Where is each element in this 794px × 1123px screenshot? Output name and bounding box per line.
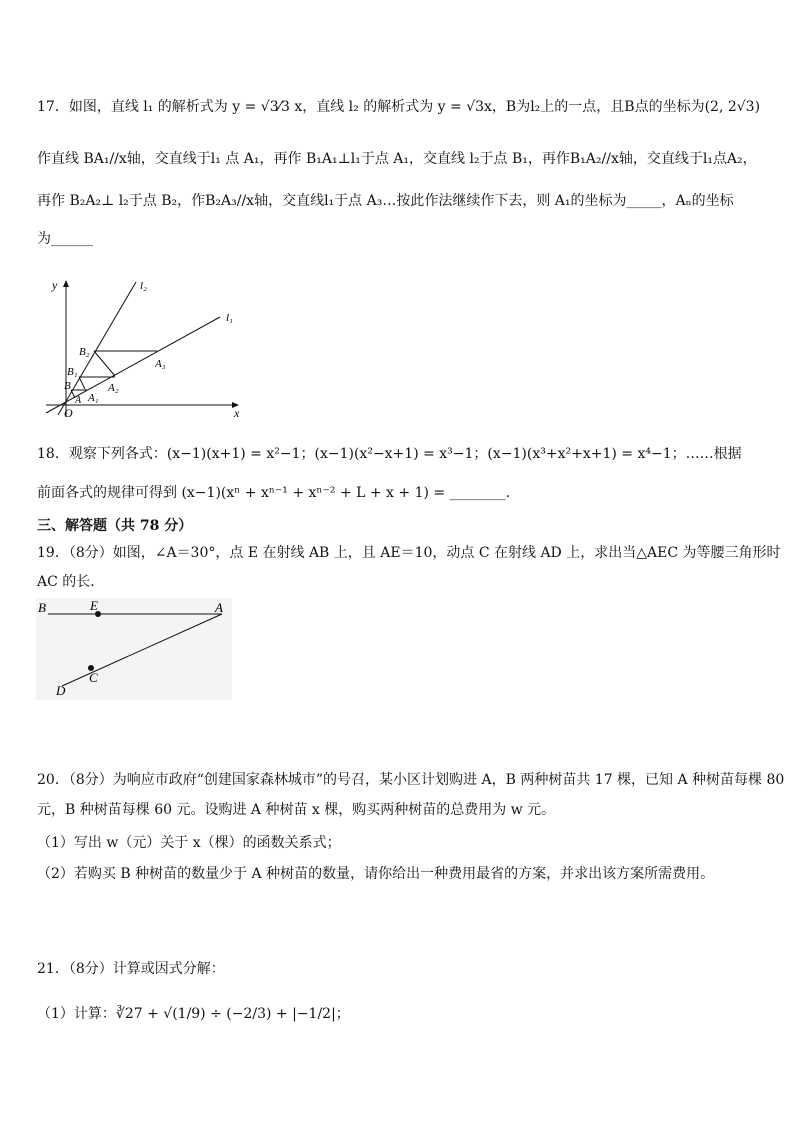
label-O: O bbox=[64, 406, 73, 420]
q17-line4: 为______ bbox=[37, 231, 93, 247]
label-A: A bbox=[215, 600, 223, 615]
label-A3: A₃ bbox=[155, 358, 166, 370]
label-x: x bbox=[234, 406, 240, 420]
q18-line2: 前面各式的规律可得到 (x−1)(xⁿ + xⁿ⁻¹ + xⁿ⁻² + L + x + 1) = ________. bbox=[37, 485, 511, 501]
q20-line2: 元，B 种树苗每棵 60 元。设购进 A 种树苗 x 棵，购买两种树苗的总费用为 w 元。 bbox=[37, 802, 556, 818]
q20-line3: （1）写出 w（元）关于 x（棵）的函数关系式； bbox=[37, 835, 341, 851]
label-l2: l₂ bbox=[140, 280, 147, 292]
line-l1 bbox=[46, 317, 220, 413]
q20-line1: 20．（8分）为响应市政府“创建国家森林城市”的号召，某小区计划购进 A，B 两种树苗共 17 棵，已知 A 种树苗每棵 80 bbox=[37, 772, 785, 788]
label-E: E bbox=[90, 598, 98, 613]
label-A1: A₁ bbox=[88, 392, 99, 404]
y-axis-arrow bbox=[63, 280, 69, 287]
label-y: y bbox=[52, 278, 58, 292]
label-B: B bbox=[38, 600, 46, 615]
q17-line1: 17．如图，直线 l₁ 的解析式为 y = √3⁄3 x，直线 l₂ 的解析式为 y = √3x，B为l₂上的一点，且B点的坐标为(2, 2√3) bbox=[37, 99, 761, 115]
figure-19-diagram bbox=[36, 598, 232, 700]
q19-line2: AC 的长． bbox=[37, 574, 105, 590]
q21-line2: （1）计算：∛27 + √(1/9) ÷ (−2/3) + |−1/2|； bbox=[37, 1006, 350, 1022]
figure-17-diagram bbox=[38, 276, 258, 421]
label-A: A bbox=[75, 395, 82, 406]
label-A2: A₂ bbox=[108, 382, 119, 394]
q21-line1: 21．（8分）计算或因式分解： bbox=[37, 961, 225, 977]
q19-line1: 19．（8分）如图，∠A＝30°，点 E 在射线 AB 上，且 AE＝10，动点 C 在射线 AD 上，求出当△AEC 为等腰三角形时 bbox=[37, 545, 781, 561]
section-title: 三、解答题（共 78 分） bbox=[37, 518, 193, 534]
label-B: B bbox=[64, 380, 71, 392]
q20-line4: （2）若购买 B 种树苗的数量少于 A 种树苗的数量，请你给出一种费用最省的方案，并求出该方案所需费用。 bbox=[37, 866, 715, 882]
label-B2: B₂ bbox=[79, 346, 90, 358]
q17-line3: 再作 B₂A₂⊥ l₂于点 B₂，作B₂A₃//x轴，交直线l₁于点 A₃…按此作法继续作下去，则 A₁的坐标为_____，Aₙ的坐标 bbox=[37, 193, 734, 209]
label-B1: B₁ bbox=[67, 366, 78, 378]
label-C: C bbox=[89, 670, 98, 685]
label-D: D bbox=[56, 683, 66, 698]
q17-line2: 作直线 BA₁//x轴，交直线于l₁ 点 A₁，再作 B₁A₁⊥l₁于点 A₁，交直线 l₂于点 B₁，再作B₁A₂//x轴，交直线于l₁点A₂， bbox=[37, 151, 757, 167]
q18-line1: 18．观察下列各式：(x−1)(x+1) = x²−1；(x−1)(x²−x+1) = x³−1；(x−1)(x³+x²+x+1) = x⁴−1；……根据 bbox=[37, 446, 742, 462]
label-l1: l₁ bbox=[226, 312, 233, 324]
